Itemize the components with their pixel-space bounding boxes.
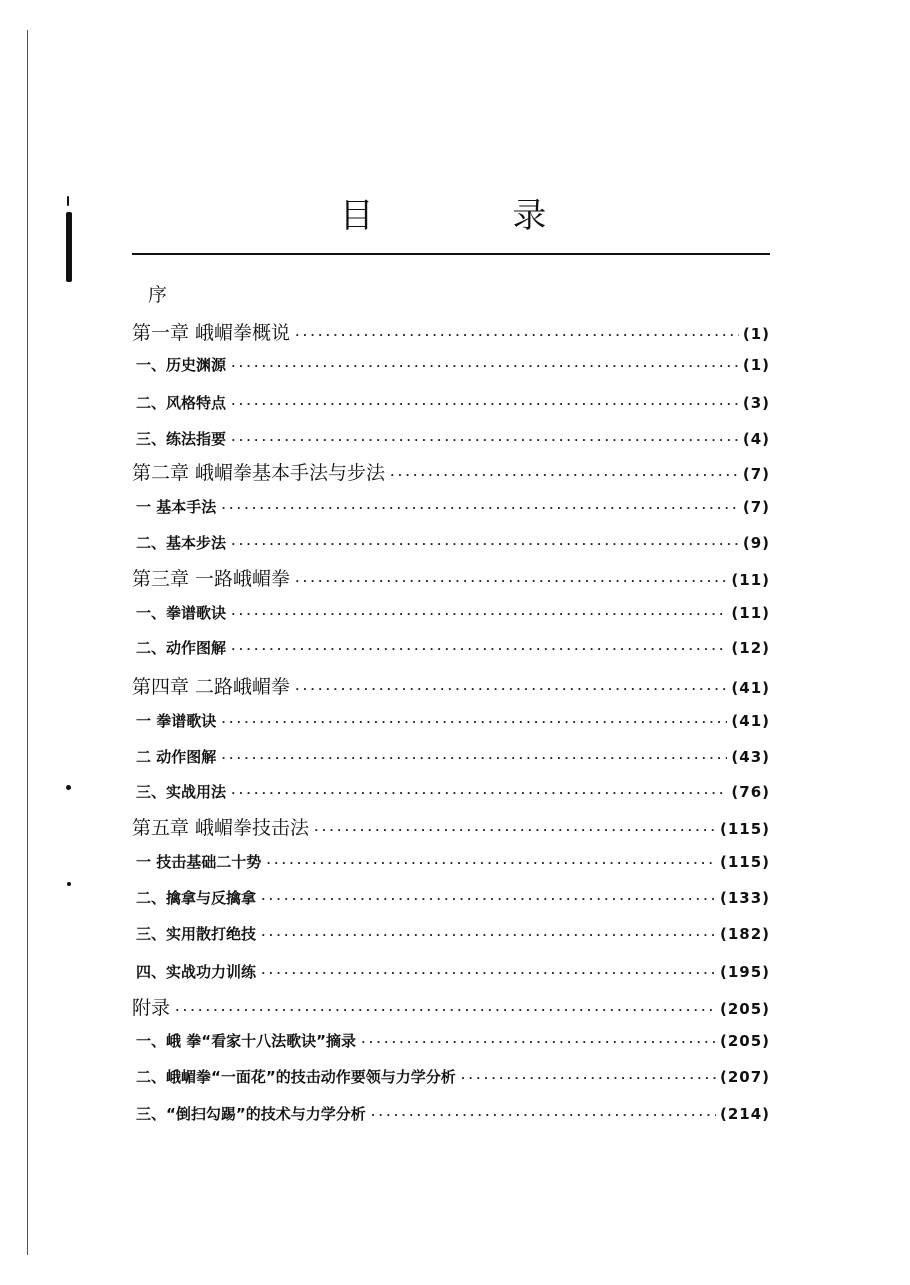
toc-section-row <box>136 532 770 553</box>
toc-dot-leader <box>220 502 739 515</box>
toc-entry-title: 二、峨嵋拳“一面花”的技击动作要领与力学分析 <box>136 1068 456 1086</box>
toc-entry-title: 一 基本手法 <box>136 498 217 516</box>
toc-dot-leader <box>220 752 727 765</box>
toc-dot-leader <box>174 1004 716 1017</box>
toc-entry-title: 一 技击基础二十势 <box>136 853 262 871</box>
toc-dot-leader <box>220 716 727 729</box>
toc-page-number: (1) <box>742 356 770 374</box>
toc-page-number: (205) <box>719 1032 770 1050</box>
toc-page-number: (9) <box>742 534 770 552</box>
toc-entry-title: 第五章 峨嵋拳技击法 <box>132 817 310 839</box>
toc-page-number: (205) <box>719 1000 770 1018</box>
toc-dot-leader <box>294 575 727 588</box>
toc-dot-leader <box>230 360 739 373</box>
toc-section-row <box>136 602 770 623</box>
toc-entry-title: 附录 <box>132 997 171 1019</box>
toc-entry-title: 一、历史渊源 <box>136 356 227 374</box>
toc-section-row <box>136 781 770 802</box>
toc-dot-leader <box>360 1036 716 1049</box>
toc-dot-leader <box>230 538 739 551</box>
toc-page-number: (182) <box>719 925 770 943</box>
toc-entry-title: 二、动作图解 <box>136 639 227 657</box>
toc-dot-leader <box>260 967 716 980</box>
toc-dot-leader <box>370 1109 716 1122</box>
toc-entry-title: 三、实战用法 <box>136 783 227 801</box>
toc-entry-title: 序 <box>148 284 168 306</box>
binding-mark <box>66 785 71 790</box>
toc-section-row <box>136 496 770 517</box>
toc-page-number: (76) <box>731 783 770 801</box>
toc-entry-title: 第三章 一路峨嵋拳 <box>132 568 291 590</box>
toc-entry-title: 三、练法指要 <box>136 430 227 448</box>
toc-page-number: (4) <box>742 430 770 448</box>
toc-dot-leader <box>294 683 727 696</box>
toc-page-number: (195) <box>719 963 770 981</box>
toc-chapter-row <box>132 458 770 485</box>
toc-entry-title: 一、拳谱歌诀 <box>136 604 227 622</box>
toc-entry-title: 第二章 峨嵋拳基本手法与步法 <box>132 462 386 484</box>
toc-chapter-row <box>132 813 770 840</box>
toc-page-number: (1) <box>742 325 770 343</box>
toc-page-number: (207) <box>719 1068 770 1086</box>
toc-entry-title: 二、风格特点 <box>136 394 227 412</box>
binding-mark <box>67 882 71 886</box>
toc-page-number: (41) <box>731 712 770 730</box>
toc-section-row <box>136 1103 770 1124</box>
toc-dot-leader <box>389 469 739 482</box>
toc-section-row <box>136 923 770 944</box>
toc-page-number: (3) <box>742 394 770 412</box>
toc-section-row <box>136 637 770 658</box>
toc-page-number: (214) <box>719 1105 770 1123</box>
toc-section-row <box>136 746 770 767</box>
toc-page-number: (11) <box>731 604 770 622</box>
toc-entry-title: 第四章 二路峨嵋拳 <box>132 676 291 698</box>
toc-dot-leader <box>260 893 716 906</box>
toc-page-number: (115) <box>719 820 770 838</box>
toc-entry-title: 三、“倒扫勾踢”的技术与力学分析 <box>136 1105 366 1123</box>
toc-entry-title: 四、实战功力训练 <box>136 963 257 981</box>
toc-entry-title: 二 动作图解 <box>136 748 217 766</box>
toc-chapter-row <box>132 318 770 345</box>
page-title: 目 录 <box>339 196 611 236</box>
toc-entry-title: 第一章 峨嵋拳概说 <box>132 322 291 344</box>
toc-page-number: (115) <box>719 853 770 871</box>
toc-dot-leader <box>294 329 739 342</box>
toc-dot-leader <box>230 434 739 447</box>
toc-page-number: (133) <box>719 889 770 907</box>
toc-section-row <box>136 428 770 449</box>
toc-chapter-row <box>132 993 770 1020</box>
toc-page-number: (41) <box>731 679 770 697</box>
toc-dot-leader <box>230 608 727 621</box>
toc-dot-leader <box>230 643 727 656</box>
toc-dot-leader <box>260 929 716 942</box>
toc-preface-row <box>148 280 208 307</box>
toc-section-row <box>136 354 770 375</box>
toc-entry-title: 二、基本步法 <box>136 534 227 552</box>
toc-dot-leader <box>313 824 716 837</box>
toc-chapter-row <box>132 672 770 699</box>
toc-page-number: (7) <box>742 498 770 516</box>
toc-entry-title: 一、峨 拳“看家十八法歌诀”摘录 <box>136 1032 356 1050</box>
toc-page-number: (11) <box>731 571 770 589</box>
toc-page-number: (7) <box>742 465 770 483</box>
toc-section-row <box>136 710 770 731</box>
toc-entry-title: 二、擒拿与反擒拿 <box>136 889 257 907</box>
toc-section-row <box>136 1066 770 1087</box>
toc-page-number: (12) <box>731 639 770 657</box>
toc-dot-leader <box>460 1072 716 1085</box>
toc-chapter-row <box>132 564 770 591</box>
title-rule <box>132 253 770 255</box>
toc-entry-title: 一 拳谱歌诀 <box>136 712 217 730</box>
toc-section-row <box>136 1030 770 1051</box>
toc-page-number: (43) <box>731 748 770 766</box>
toc-entry-title: 三、实用散打绝技 <box>136 925 257 943</box>
toc-section-row <box>136 961 770 982</box>
toc-section-row <box>136 851 770 872</box>
toc-section-row <box>136 392 770 413</box>
toc-section-row <box>136 887 770 908</box>
toc-dot-leader <box>265 857 716 870</box>
toc-dot-leader <box>230 787 727 800</box>
toc-dot-leader <box>230 398 739 411</box>
